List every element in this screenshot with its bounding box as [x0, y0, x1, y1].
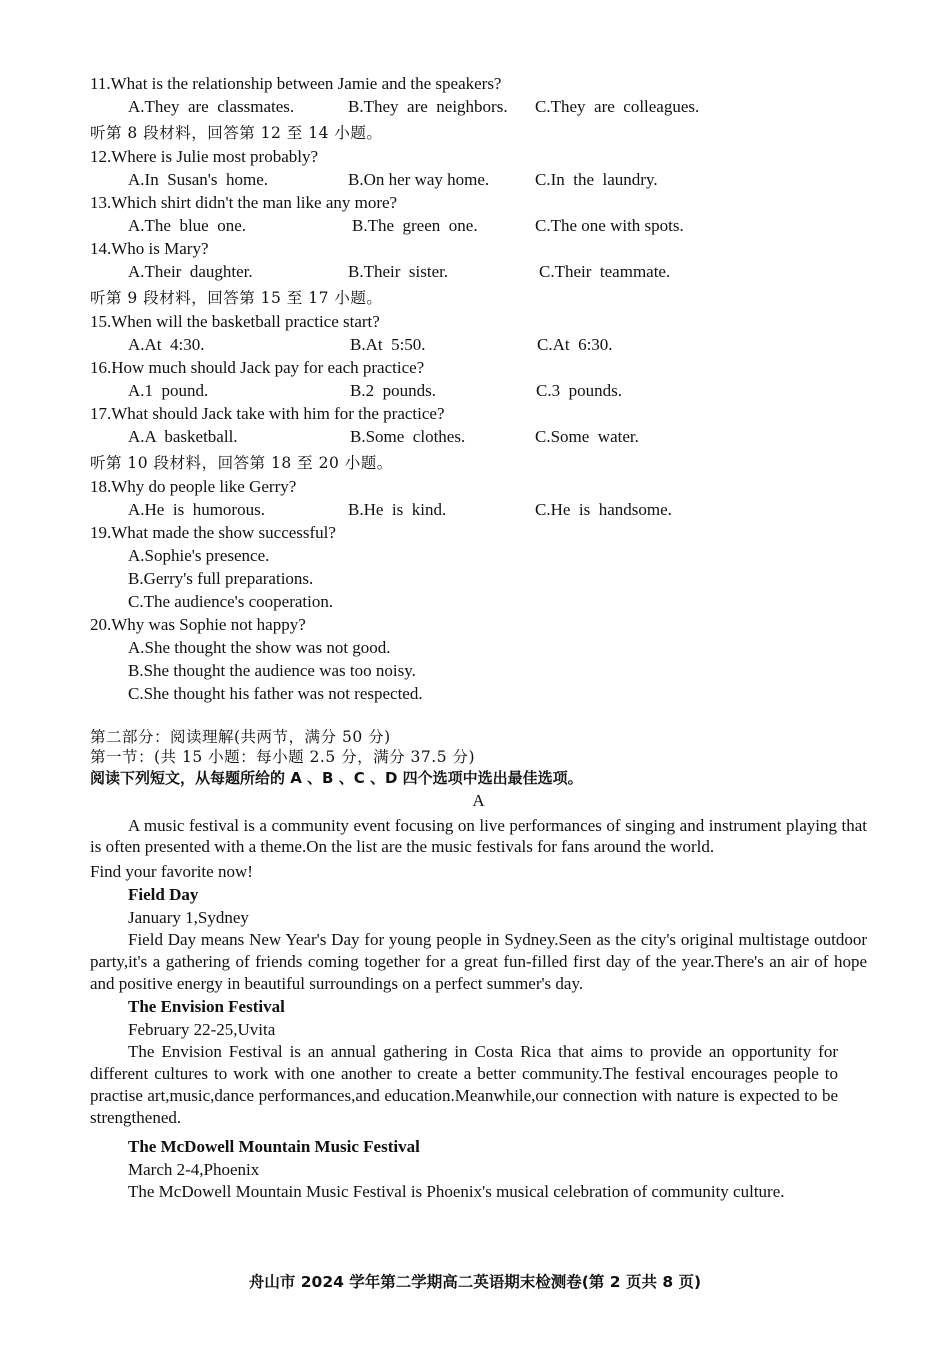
- option-c: C.Their teammate.: [539, 262, 671, 281]
- option-a: A.1 pound.: [128, 381, 209, 400]
- option-c: C.He is handsome.: [535, 500, 672, 519]
- option-b: B.At 5:50.: [350, 335, 426, 354]
- options-16: [90, 379, 867, 402]
- festival-date: February 22-25,Uvita: [128, 1020, 276, 1039]
- option-c: C.At 6:30.: [537, 335, 613, 354]
- option-c: C.Some water.: [535, 427, 639, 446]
- question-12: 12.Where is Julie most probably?: [90, 147, 319, 166]
- option-c: C.3 pounds.: [536, 381, 622, 400]
- option-b: B.On her way home.: [348, 170, 490, 189]
- section-header-9: 听第 9 段材料，回答第 15 至 17 小题。: [90, 289, 383, 307]
- option-a: A.At 4:30.: [128, 335, 205, 354]
- question-13: 13.Which shirt didn't the man like any more?: [90, 193, 398, 212]
- question-11: 11.What is the relationship between Jamie and the speakers?: [90, 74, 502, 93]
- festival-date: March 2-4,Phoenix: [128, 1160, 260, 1179]
- option-a: A.He is humorous.: [128, 500, 265, 519]
- question-17: 17.What should Jack take with him for the practice?: [90, 404, 445, 423]
- part2-title: 第二部分：阅读理解(共两节，满分 50 分): [90, 728, 391, 746]
- section-header-8: 听第 8 段材料，回答第 12 至 14 小题。: [90, 124, 383, 142]
- option-a: A.Their daughter.: [128, 262, 253, 281]
- option-b: B.He is kind.: [348, 500, 447, 519]
- options-12: [90, 168, 867, 191]
- option-a: A.In Susan's home.: [128, 170, 269, 189]
- festival-description: The Envision Festival is an annual gathering in Costa Rica that aims to provide an opportunity for different cultures to work with one another to create a better community.The festival encourages people to practise art,music,dance performances,and education.Meanwhile,our connection with nature is expected to be strengthened.: [90, 1042, 838, 1127]
- option-c: C.The audience's cooperation.: [128, 592, 334, 611]
- question-20: 20.Why was Sophie not happy?: [90, 615, 306, 634]
- options-11: [90, 95, 867, 118]
- option-a: A.She thought the show was not good.: [128, 638, 391, 657]
- question-16: 16.How much should Jack pay for each practice?: [90, 358, 425, 377]
- question-14: 14.Who is Mary?: [90, 239, 209, 258]
- page-footer: 舟山市 2024 学年第二学期高二英语期末检测卷(第 2 页共 8 页): [248, 1273, 702, 1291]
- option-b: B.She thought the audience was too noisy.: [128, 661, 416, 680]
- options-15: [90, 333, 867, 356]
- option-b: B.They are neighbors.: [348, 97, 508, 116]
- options-17: [90, 425, 867, 448]
- option-a: A.They are classmates.: [128, 97, 295, 116]
- options-18: [90, 498, 867, 521]
- option-b: B.The green one.: [352, 216, 478, 235]
- option-b: B.2 pounds.: [350, 381, 436, 400]
- option-b: B.Gerry's full preparations.: [128, 569, 314, 588]
- option-c: C.In the laundry.: [535, 170, 658, 189]
- option-a: A.A basketball.: [128, 427, 238, 446]
- passage-intro: A music festival is a community event focusing on live performances of singing and instrument playing that is often presented with a theme.On the list are the music festivals for fans around the world.: [90, 816, 867, 856]
- option-a: A.The blue one.: [128, 216, 247, 235]
- exam-page: [90, 72, 867, 1203]
- option-c: C.She thought his father was not respected.: [128, 684, 423, 703]
- question-15: 15.When will the basketball practice start?: [90, 312, 380, 331]
- find-favorite: Find your favorite now!: [90, 862, 253, 881]
- option-c: C.The one with spots.: [535, 216, 684, 235]
- festival-date: January 1,Sydney: [128, 908, 249, 927]
- festival-name: Field Day: [128, 885, 199, 904]
- question-18: 18.Why do people like Gerry?: [90, 477, 297, 496]
- option-a: A.Sophie's presence.: [128, 546, 270, 565]
- question-19: 19.What made the show successful?: [90, 523, 336, 542]
- option-b: B.Some clothes.: [350, 427, 466, 446]
- festival-description: The McDowell Mountain Music Festival is Phoenix's musical celebration of community culture.: [128, 1182, 785, 1201]
- festival-description: Field Day means New Year's Day for young people in Sydney.Seen as the city's original multistage outdoor party,it's a gathering of friends coming together for a great fun-filled first day of the year.There's an air of hope and positive energy in beautiful surroundings on a perfect summer's day.: [90, 930, 867, 993]
- festival-name: The Envision Festival: [128, 997, 285, 1016]
- options-13: [90, 214, 867, 237]
- reading-instruction: 阅读下列短文，从每题所给的 A 、B 、C 、D 四个选项中选出最佳选项。: [90, 769, 583, 787]
- section1-title: 第一节：(共 15 小题：每小题 2.5 分，满分 37.5 分): [90, 748, 476, 766]
- passage-letter: A: [472, 791, 485, 810]
- option-c: C.They are colleagues.: [535, 97, 700, 116]
- options-14: [90, 260, 867, 283]
- option-b: B.Their sister.: [348, 262, 449, 281]
- festival-name: The McDowell Mountain Music Festival: [128, 1137, 420, 1156]
- section-header-10: 听第 10 段材料，回答第 18 至 20 小题。: [90, 454, 393, 472]
